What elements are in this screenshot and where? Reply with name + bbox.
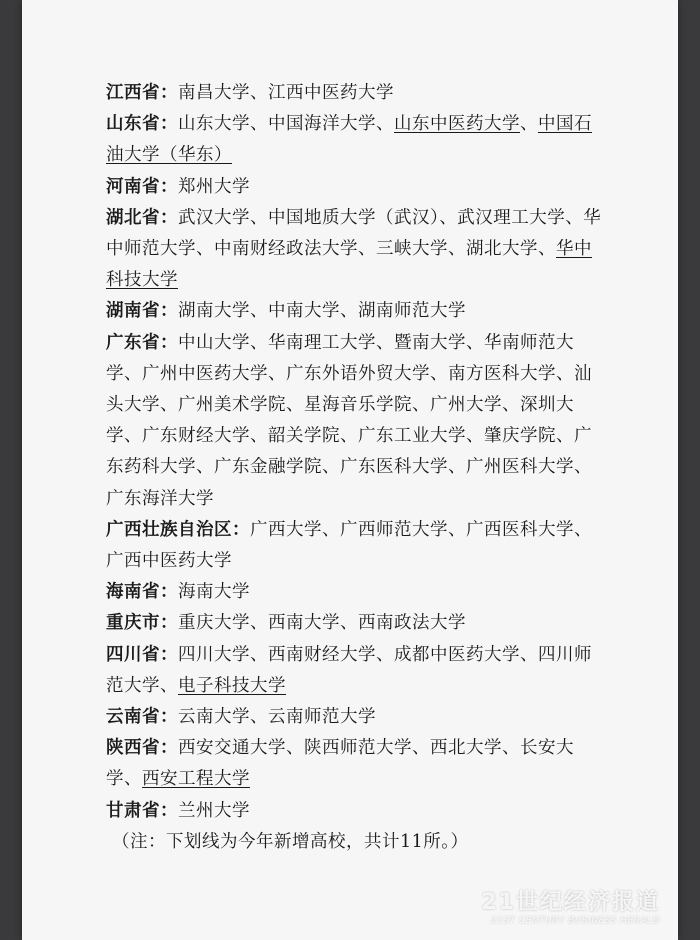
- new-university-underlined: 华中科技大学: [106, 239, 592, 291]
- university-list-text: 西安交通大学、陕西师范大学、西北大学、长安大学、: [106, 738, 574, 790]
- university-list-text: 郑州大学: [178, 176, 250, 197]
- province-entry: [106, 796, 606, 827]
- province-name: 河南省：: [106, 176, 178, 197]
- university-list: [106, 78, 606, 858]
- university-list-text: 、: [520, 114, 538, 135]
- province-name: 山东省：: [106, 114, 178, 135]
- new-university-underlined: 西安工程大学: [142, 769, 250, 790]
- province-name: 海南省：: [106, 582, 178, 603]
- province-entry: [106, 78, 606, 109]
- province-entry: [106, 296, 606, 327]
- province-name: 云南省：: [106, 707, 178, 728]
- new-university-underlined: 电子科技大学: [178, 675, 286, 696]
- province-entry: [106, 515, 606, 577]
- new-university-underlined: 山东中医药大学: [394, 114, 520, 135]
- university-list-text: 云南大学、云南师范大学: [178, 707, 376, 728]
- province-entry: [106, 608, 606, 639]
- university-list-text: 湖南大学、中南大学、湖南师范大学: [178, 301, 466, 322]
- province-name: 重庆市：: [106, 613, 178, 634]
- university-list-text: 中山大学、华南理工大学、暨南大学、华南师范大学、广州中医药大学、广东外语外贸大学、南方医科大学、汕头大学、广州美术学院、星海音乐学院、广州大学、深圳大学、广东财经大学、韶关学院、广东工业大学、肇庆学院、广东药科大学、广东金融学院、广东医科大学、广州医科大学、广东海洋大学: [106, 332, 592, 509]
- watermark-subtitle: 21ST CENTURY BUSINESS HERALD: [490, 916, 660, 926]
- province-name: 江西省：: [106, 83, 178, 103]
- footnote: （注：下划线为今年新增高校，共计11所。）: [112, 831, 469, 852]
- watermark-title: 21世纪经济报道: [481, 890, 660, 915]
- university-list-text: 海南大学: [178, 582, 250, 603]
- province-entry: [106, 109, 606, 171]
- province-name: 四川省：: [106, 644, 178, 665]
- province-name: 湖北省：: [106, 207, 178, 228]
- university-list-text: 广西大学、广西师范大学、广西医科大学、广西中医药大学: [106, 519, 592, 572]
- university-list-text: 南昌大学、江西中医药大学: [178, 83, 394, 103]
- watermark: [481, 885, 660, 926]
- new-university-underlined: 中国石油大学（华东）: [106, 114, 592, 166]
- province-entry: [106, 203, 606, 297]
- province-name: 湖南省：: [106, 301, 178, 322]
- province-name: 广东省：: [106, 332, 178, 353]
- university-list-text: 四川大学、西南财经大学、成都中医药大学、四川师范大学、: [106, 644, 592, 696]
- university-list-text: 山东大学、中国海洋大学、: [178, 114, 394, 135]
- province-name: 陕西省：: [106, 738, 178, 759]
- province-entry: [106, 640, 606, 702]
- province-name: 广西壮族自治区：: [106, 519, 250, 540]
- province-entry: [106, 577, 606, 608]
- province-entry: [106, 702, 606, 733]
- province-entry: [106, 733, 606, 795]
- university-list-text: 重庆大学、西南大学、西南政法大学: [178, 613, 466, 634]
- university-list-text: 兰州大学: [178, 800, 250, 821]
- province-entry: [106, 172, 606, 203]
- province-name: 甘肃省：: [106, 800, 178, 821]
- province-entry: [106, 328, 606, 515]
- university-list-text: 武汉大学、中国地质大学（武汉）、武汉理工大学、华中师范大学、中南财经政法大学、三峡大学、湖北大学、: [106, 207, 602, 260]
- document-page: [22, 0, 678, 940]
